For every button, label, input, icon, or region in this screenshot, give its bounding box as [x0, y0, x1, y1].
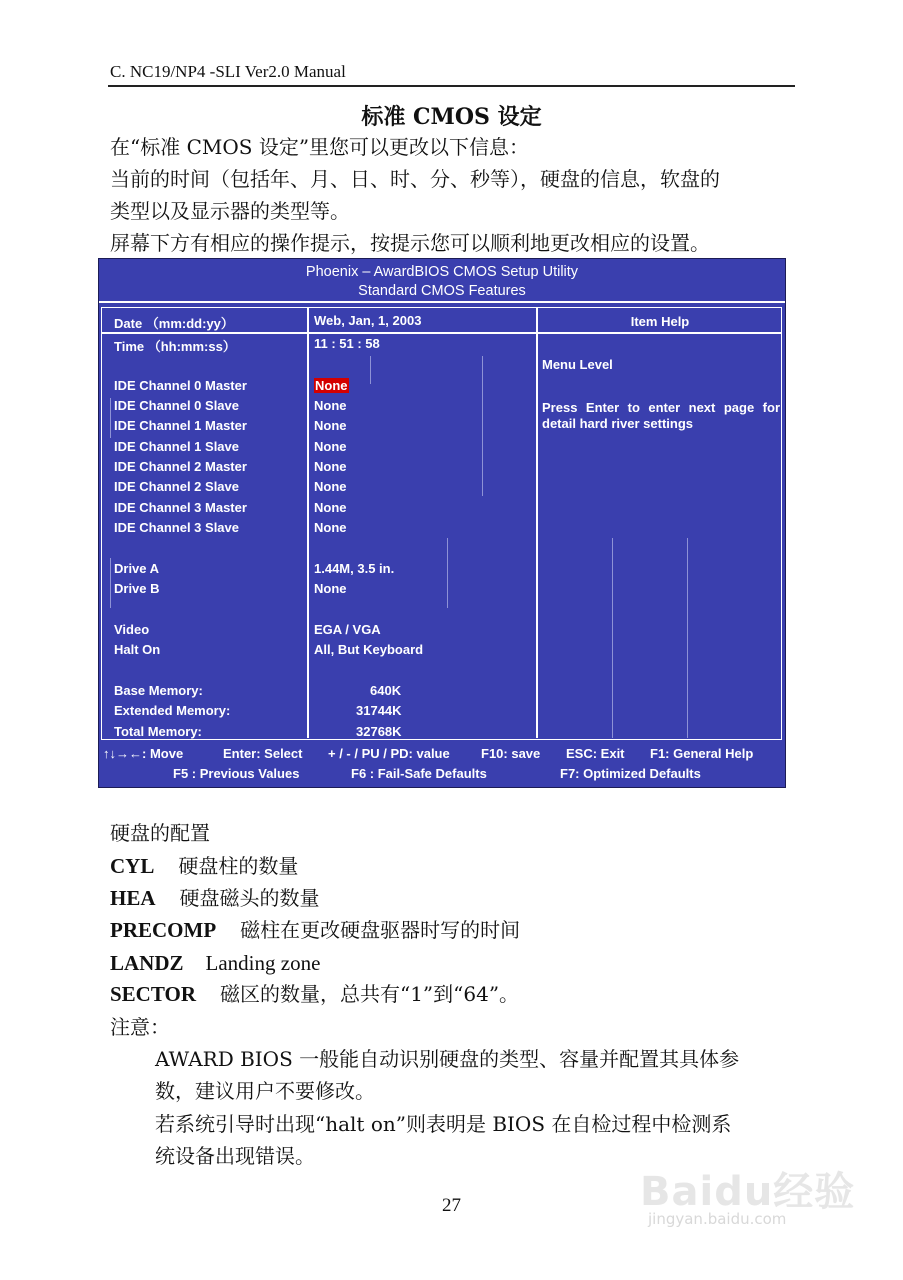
header-divider [108, 85, 795, 87]
ide1-slave-label: IDE Channel 1 Slave [114, 439, 239, 454]
notes-heading: 注意： [110, 1015, 170, 1039]
hint-fail-safe: F6 : Fail-Safe Defaults [351, 766, 487, 781]
item-help-title: Item Help [630, 314, 690, 329]
menu-level-text: Menu Level [542, 357, 613, 372]
hint-move: ↑↓→←: Move [103, 746, 184, 761]
halt-on-label: Halt On [114, 642, 161, 657]
description: 磁区的数量，总共有“1”到“64”。 [219, 982, 520, 1006]
ide2-master-label: IDE Channel 2 Master [114, 459, 247, 474]
hdd-config-heading: 硬盘的配置 [110, 821, 210, 845]
ide3-slave-value[interactable]: None [314, 520, 347, 535]
artifact-line [447, 538, 448, 608]
ide1-master-label: IDE Channel 1 Master [114, 418, 247, 433]
drive-a-value[interactable]: 1.44M, 3.5 in. [314, 561, 395, 576]
intro-line-1: 在“标准 CMOS 设定”里您可以更改以下信息： [110, 135, 530, 159]
video-value[interactable]: EGA / VGA [314, 622, 381, 637]
description: 硬盘磁头的数量 [179, 886, 320, 910]
hdd-item-sector [110, 978, 519, 1010]
ide2-slave-label: IDE Channel 2 Slave [114, 479, 239, 494]
hdd-item-landz [110, 947, 320, 979]
hdd-item-hea [110, 882, 320, 914]
description: Landing zone [205, 951, 321, 975]
base-memory-label: Base Memory: [114, 683, 203, 698]
hdd-item-cyl [110, 850, 298, 882]
term: LANDZ [110, 951, 184, 975]
ide3-slave-label: IDE Channel 3 Slave [114, 520, 239, 535]
ide0-slave-value[interactable]: None [314, 398, 347, 413]
column-divider [307, 308, 309, 738]
term: SECTOR [110, 982, 196, 1006]
term: CYL [110, 854, 155, 878]
ide1-master-value[interactable]: None [314, 418, 347, 433]
row-divider [102, 332, 782, 334]
artifact-line [110, 398, 111, 438]
hdd-item-precomp [110, 914, 520, 946]
term: PRECOMP [110, 918, 217, 942]
artifact-line [370, 356, 371, 384]
drive-a-label: Drive A [114, 561, 160, 576]
page-number: 27 [442, 1195, 461, 1216]
ide2-slave-value[interactable]: None [314, 479, 347, 494]
hint-save: F10: save [481, 746, 541, 761]
bios-header [99, 259, 785, 303]
time-label: Time （hh:mm:ss） [114, 339, 236, 354]
bios-screen [98, 258, 786, 788]
bios-title: Phoenix – AwardBIOS CMOS Setup Utility [305, 264, 579, 280]
extended-memory-value: 31744K [356, 703, 402, 718]
artifact-line [482, 356, 483, 496]
ide3-master-value[interactable]: None [314, 500, 347, 515]
hint-exit: ESC: Exit [566, 746, 625, 761]
ide0-master-label: IDE Channel 0 Master [114, 378, 247, 393]
base-memory-value: 640K [370, 683, 402, 698]
ide3-master-label: IDE Channel 3 Master [114, 500, 247, 515]
drive-b-value[interactable]: None [314, 581, 347, 596]
description: 硬盘柱的数量 [178, 854, 299, 878]
section-title: 标准 CMOS 设定 [361, 104, 542, 130]
video-label: Video [114, 622, 150, 637]
artifact-line [687, 538, 688, 738]
hint-optimized: F7: Optimized Defaults [560, 766, 701, 781]
drive-b-label: Drive B [114, 581, 160, 596]
hint-select: Enter: Select [223, 746, 303, 761]
intro-line-2: 当前的时间（包括年、月、日、时、分、秒等），硬盘的信息，软盘的 [110, 167, 720, 191]
baidu-watermark [640, 1160, 856, 1228]
watermark-logo: Baidu经验 [640, 1169, 856, 1215]
intro-line-4: 屏幕下方有相应的操作提示，按提示您可以顺利地更改相应的设置。 [110, 231, 710, 255]
ide0-master-value[interactable]: None [315, 378, 348, 393]
help-description: Press Enter to enter next page for detail hard river settings [542, 400, 780, 431]
term: HEA [110, 886, 156, 910]
intro-line-3: 类型以及显示器的类型等。 [110, 199, 350, 223]
hint-previous-values: F5 : Previous Values [173, 766, 300, 781]
artifact-line [612, 538, 613, 738]
watermark-url: jingyan.baidu.com [648, 1210, 787, 1228]
bios-main-panel [101, 307, 782, 740]
note-line-3: 若系统引导时出现“halt on”则表明是 BIOS 在自检过程中检测系 [155, 1112, 732, 1136]
description: 磁柱在更改硬盘驱器时写的时间 [240, 918, 521, 942]
ide1-slave-value[interactable]: None [314, 439, 347, 454]
ide2-master-value[interactable]: None [314, 459, 347, 474]
hint-value: + / - / PU / PD: value [328, 746, 450, 761]
time-value[interactable]: 11 : 51 : 58 [314, 336, 380, 351]
help-divider [536, 308, 538, 738]
ide0-slave-label: IDE Channel 0 Slave [114, 398, 239, 413]
extended-memory-label: Extended Memory: [114, 703, 231, 718]
artifact-line [110, 558, 111, 608]
total-memory-label: Total Memory: [114, 724, 202, 739]
note-line-4: 统设备出现错误。 [155, 1144, 315, 1168]
manual-header: C. NC19/NP4 -SLI Ver2.0 Manual [110, 62, 346, 81]
total-memory-value: 32768K [356, 724, 402, 739]
note-line-2: 数，建议用户不要修改。 [155, 1079, 375, 1103]
note-line-1: AWARD BIOS 一般能自动识别硬盘的类型、容量并配置其具体参 [155, 1047, 740, 1071]
hint-help: F1: General Help [650, 746, 754, 761]
date-value[interactable]: Web, Jan, 1, 2003 [314, 313, 422, 328]
bios-subtitle: Standard CMOS Features [358, 283, 526, 299]
halt-on-value[interactable]: All, But Keyboard [314, 642, 424, 657]
date-label: Date （mm:dd:yy） [114, 316, 234, 331]
